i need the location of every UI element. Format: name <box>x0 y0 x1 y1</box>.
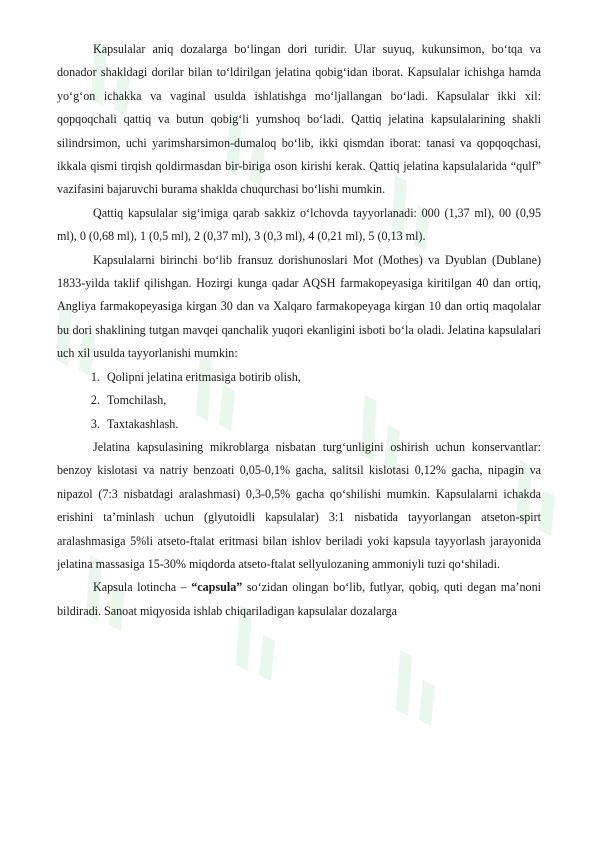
document-body <box>57 38 541 623</box>
paragraph-5 <box>57 576 541 623</box>
paragraph-2: Qattiq kapsulalar sig‘imiga qarab sakkiz o‘lchovda tayyorlanadi: 000 (1,37 ml), 00 (0,95 ml), 0 (0,68 ml), 1 (0,5 ml), 2 (0,37 ml), 3 (0,3 ml), 4 (0,21 ml), 5 (0,13 ml). <box>57 205 541 244</box>
capsula-term: “capsula” <box>191 580 243 595</box>
list-item: 2. Tomchilash, <box>103 389 541 412</box>
list-item: 3. Taxtakashlash. <box>103 413 541 436</box>
paragraph-1: Kapsulalar aniq dozalarga bo‘lingan dori turidir. Ular suyuq, kukunsimon, bo‘tqa va donador shakldagi dorilar bilan to‘ldirilgan jelatina qobig‘idan iborat. Kapsulalar ichishga hamda yo‘g‘on ichakka va vaginal usulda ishlatishga mo‘ljallangan bo‘ladi. Kapsulalar ikki xil: qopqoqchali qattiq va butun qobig‘li yumshoq bo‘ladi. Qattiq jelatina kapsulalarining shakli silindrsimon, uchi yarimsharsimon-dumaloq bo‘lib, ikki qismdan iborat: tanasi va qopqoqchasi, ikkala qismi tirqish qoldirmasdan bir-biriga oson kirishi kerak. Qattiq jelatina kapsulalarida “qulf” vazifasini bajaruvchi burama shaklda chuqurchasi bo‘lishi mumkin. <box>57 42 541 197</box>
paragraph-4: Jelatina kapsulasining mikroblarga nisbatan turg‘unligini oshirish uchun konservantlar: benzoy kislotasi va natriy benzoati 0,05-0,1% gacha, salitsil kislotasi 0,12% gacha, nipagin va nipazol (7:3 nisbatdagi aralashmasi) 0,3-0,5% gacha qo‘shilishi mumkin. Kapsulalarni ichakda erishini ta’minlash uchun (glyutoidli kapsulalar) 3:1 nisbatida tayyorlangan atseton-spirt aralashmasiga 5%li atseto-ftalat eritmasi bilan ishlov beriladi yoki kapsula tayyorlash jarayonida jelatina massasiga 15-30% miqdorda atseto-ftalat sellyulozaning ammoniyli tuzi qo‘shiladi. <box>57 439 541 571</box>
list-item: 1. Qolipni jelatina eritmasiga botirib olish, <box>103 366 541 389</box>
paragraph-5-end: so‘zidan olingan bo‘lib, futlyar, qobiq, quti degan ma’noni bildiradi. Sanoat miqyosida ishlab chiqariladigan kapsulalar dozalarga <box>57 580 542 618</box>
paragraph-5-start: Kapsula lotincha – <box>93 580 192 595</box>
paragraph-3: Kapsulalarni birinchi bo‘lib fransuz dorishunoslari Mot (Mothes) va Dyublan (Dublane) 1833-yilda taklif qilishgan. Hozirgi kunga qadar AQSH farmakopeyasiga kiritilgan 40 dan ortiq, Angliya farmakopeyasiga kirgan 30 dan va Xalqaro farmakopeyaga kirgan 10 dan ortiq maqolalar bu dori shaklining tutgan mavqei qanchalik yuqori ekanligini isboti bo‘la oladi. Jelatina kapsulalari uch xil usulda tayyorlanishi mumkin: <box>57 252 541 361</box>
method-list <box>57 366 541 436</box>
